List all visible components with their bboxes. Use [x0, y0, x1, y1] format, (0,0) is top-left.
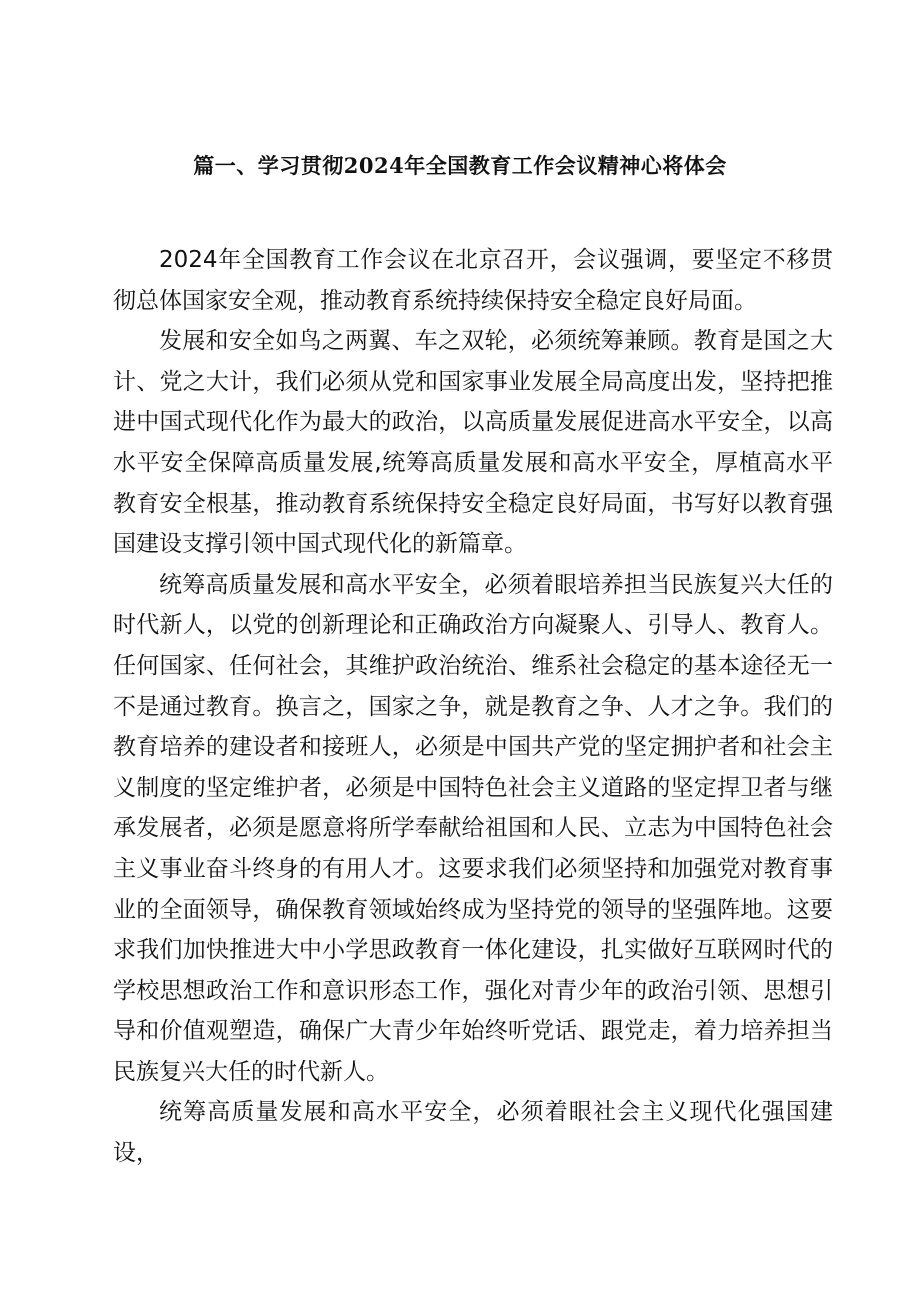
paragraph-2: 发展和安全如鸟之两翼、车之双轮，必须统筹兼顾。教育是国之大计、党之大计，我们必须从党和国家事业发展全局高度出发，坚持把推进中国式现代化作为最大的政治，以高质量发展促进高水平安全，以高水平安全保障高质量发展,统筹高质量发展和高水平安全，厚植高水平教育安全根基，推动教育系统保持安全稳定良好局面，书写好以教育强国建设支撑引领中国式现代化的新篇章。	[113, 328, 833, 558]
document-body	[113, 240, 833, 1174]
paragraph-3: 统筹高质量发展和高水平安全，必须着眼培养担当民族复兴大任的时代新人，以党的创新理论和正确政治方向凝聚人、引导人、教育人。任何国家、任何社会，其维护政治统治、维系社会稳定的基本途径无一不是通过教育。换言之，国家之争，就是教育之争、人才之争。我们的教育培养的建设者和接班人，必须是中国共产党的坚定拥护者和社会主义制度的坚定维护者，必须是中国特色社会主义道路的坚定捍卫者与继承发展者，必须是愿意将所学奉献给祖国和人民、立志为中国特色社会主义事业奋斗终身的有用人才。这要求我们必须坚持和加强党对教育事业的全面领导，确保教育领域始终成为坚持党的领导的坚强阵地。这要求我们加快推进大中小学思政教育一体化建设，扎实做好互联网时代的学校思想政治工作和意识形态工作，强化对青少年的政治引领、思想引导和价值观塑造，确保广大青少年始终听党话、跟党走，着力培养担当民族复兴大任的时代新人。	[113, 571, 833, 1085]
paragraph-4: 统筹高质量发展和高水平安全，必须着眼社会主义现代化强国建设，	[113, 1099, 833, 1167]
document-title: 篇一、学习贯彻2024年全国教育工作会议精神心将体会	[193, 153, 727, 178]
paragraph-1: 2024年全国教育工作会议在北京召开，会议强调，要坚定不移贯彻总体国家安全观，推动教育系统持续保持安全稳定良好局面。	[113, 247, 833, 314]
